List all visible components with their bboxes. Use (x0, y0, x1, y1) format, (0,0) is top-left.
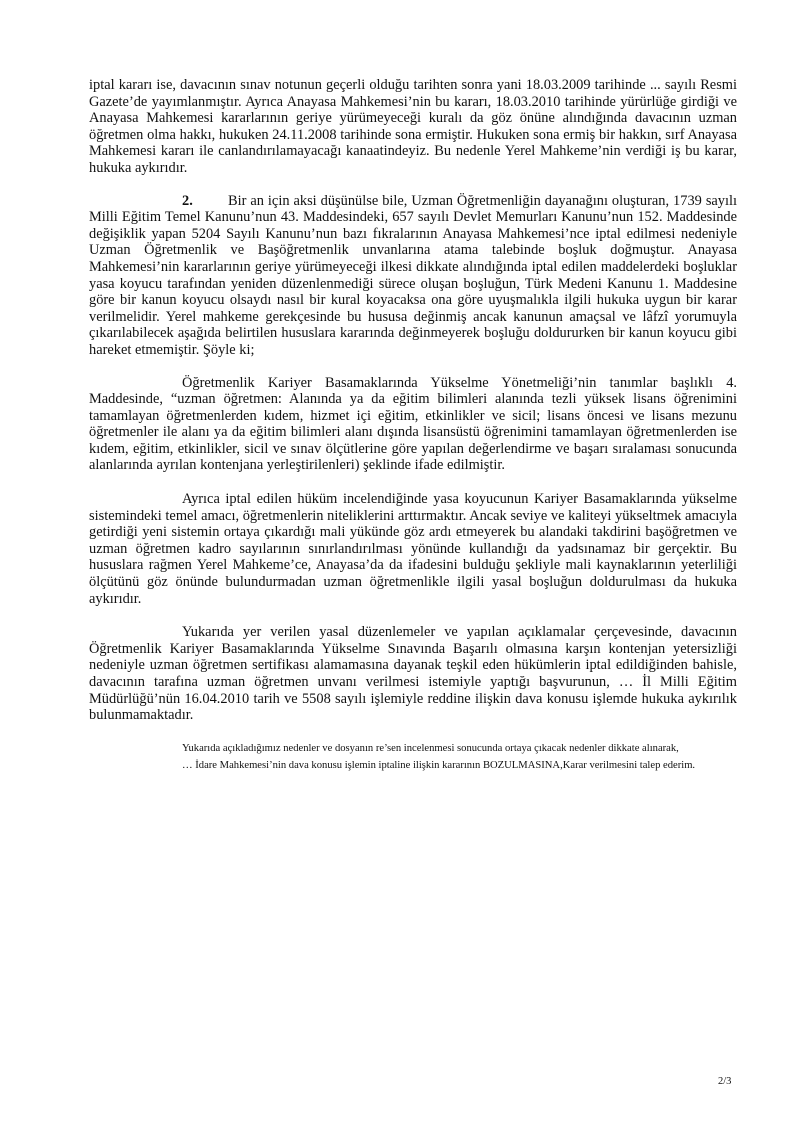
paragraph-3: Öğretmenlik Kariyer Basamaklarında Yükselme Yönetmeliği’nin tanımlar başlıklı 4. Maddesinde, “uzman öğretmen: Alanında ya da eğitim bilimleri alanında tezli yüksek lisans öğrenimini tamamlayan öğretmenlerden kıdem, hizmet içi eğitim, etkinlikler ve sicil; lisans öncesi ve lisans mezunu öğretmenler ile alanı ya da eğitim bilimleri alanı dışında lisansüstü öğrenimini tamamlayan öğretmenlerden ise kıdem, eğitim, etkinlikler, sicil ve sınav ölçütlerine göre yapılan değerlendirme ve başarı sıralaması sonucunda alanlarında ayrılan kontenjana yerleştirilenleri) şeklinde ifade edilmiştir. (89, 374, 737, 474)
page-number: 2/3 (718, 1076, 732, 1087)
paragraph-2 (89, 193, 737, 359)
paragraph-4: Ayrıca iptal edilen hüküm incelendiğinde yasa koyucunun Kariyer Basamaklarında yükselme sistemindeki temel amacı, öğretmenlerin niteliklerini arttırmaktır. Ancak seviye ve kaliteyi yükseltmek amacıyla getirdiği yeni sistemin ortaya çıkardığı mali yükünde göz ardı etmeyerek bu alandaki takdirini başöğretmen ve uzman öğretmen kadro sayılarının sınırlandırılması yönünde kullandığı da yadsınamaz bir gerçektir. Bu hususlara rağmen Yerel Mahkeme’ce, Anayasa’da da ifadesini bulduğu şekliyle mali kaynaklarının yeterliliği ölçütünü göz önünde bulundurmadan uzman öğretmenlikle ilgili yasal boşluğun doldurulması da hukuka aykırıdır. (89, 491, 737, 607)
closing-paragraph-2: … İdare Mahkemesi’nin dava konusu işlemin iptaline ilişkin kararının BOZULMASINA,Karar verilmesini talep ederim. (182, 759, 696, 771)
document-body (89, 77, 737, 773)
closing-paragraph-1: Yukarıda açıkladığımız nedenler ve dosyanın re’sen incelenmesi sonucunda ortaya çıkacak nedenler dikkate alınarak, (182, 742, 679, 754)
paragraph-5: Yukarıda yer verilen yasal düzenlemeler ve yapılan açıklamalar çerçevesinde, davacının Öğretmenlik Kariyer Basamaklarında Yükselme Sınavında Başarılı olmasına karşın kontenjan yetersizliği nedeniyle uzman öğretmen sertifikası alamamasına dayanak teşkil eden hükümlerin iptal edildiğinden bahisle, davacının tarafına uzman öğretmen unvanı verilmesi istemiyle yaptığı başvurunun, … İl Milli Eğitim Müdürlüğü’nün 16.04.2010 tarih ve 5508 sayılı işlemiyle reddine ilişkin dava konusu işlemde hukuka aykırılık bulunmamaktadır. (89, 624, 737, 724)
paragraph-2-number: 2. (182, 192, 193, 209)
paragraph-2-text: Bir an için aksi düşünülse bile, Uzman Öğretmenliğin dayanağını oluşturan, 1739 sayılı Milli Eğitim Temel Kanunu’nun 43. Maddesindeki, 657 sayılı Devlet Memurları Kanunu’nun 152. Maddesinde değişiklik yapan 5204 Sayılı Kanunu’nun bazı fıkralarının Anayasa Mahkemesi’nce iptal edilmesi nedeniyle Uzman Öğretmenlik ve Başöğretmenlik unvanlarına atama talebinde boşluk doğmuştur. Anayasa Mahkemesi’nin kararlarının geriye yürümeyeceği ilkesi dikkate alındığında iptal edilen maddelerdeki boşluklar yasa koyucu tarafından yeniden düzenlenmediği sürece oluşan boşluğun, Türk Medeni Kanunu 1. Maddesine göre bir kanun koyucu olsaydı nasıl bir kural koyacaksa ona göre uyuşmalıkla ilgili hukuka uygun bir karar verilmelidir. Yerel mahkeme gerekçesinde bu hususa değinmiş ancak kanunun amaçsal ve lâfzî yorumuyla çıkarılabilecek aşağıda belirtilen hususlara kararında değinmeyerek boşluğu doldururken bir kanun koyucu gibi hareket etmemiştir. Şöyle ki; (89, 192, 737, 358)
paragraph-1: iptal kararı ise, davacının sınav notunun geçerli olduğu tarihten sonra yani 18.03.2009 tarihinde ... sayılı Resmi Gazete’de yayımlanmıştır. Ayrıca Anayasa Mahkemesi’nin bu kararı, 18.03.2010 tarihinde yürürlüğe girdiği ve Anayasa Mahkemesi kararlarının geriye yürümeyeceği kuralı da göz önüne alındığında davacının uzman öğretmen olma hakkı, hukuken 24.11.2008 tarihinde sona ermiştir. Hukuken sona ermiş bir hakkın, sırf Anayasa Mahkemesi kararı ile canlandırılamayacağı kanaatindeyiz. Bu nedenle Yerel Mahkeme’nin verdiği iş bu karar, hukuka aykırıdır. (89, 77, 737, 176)
